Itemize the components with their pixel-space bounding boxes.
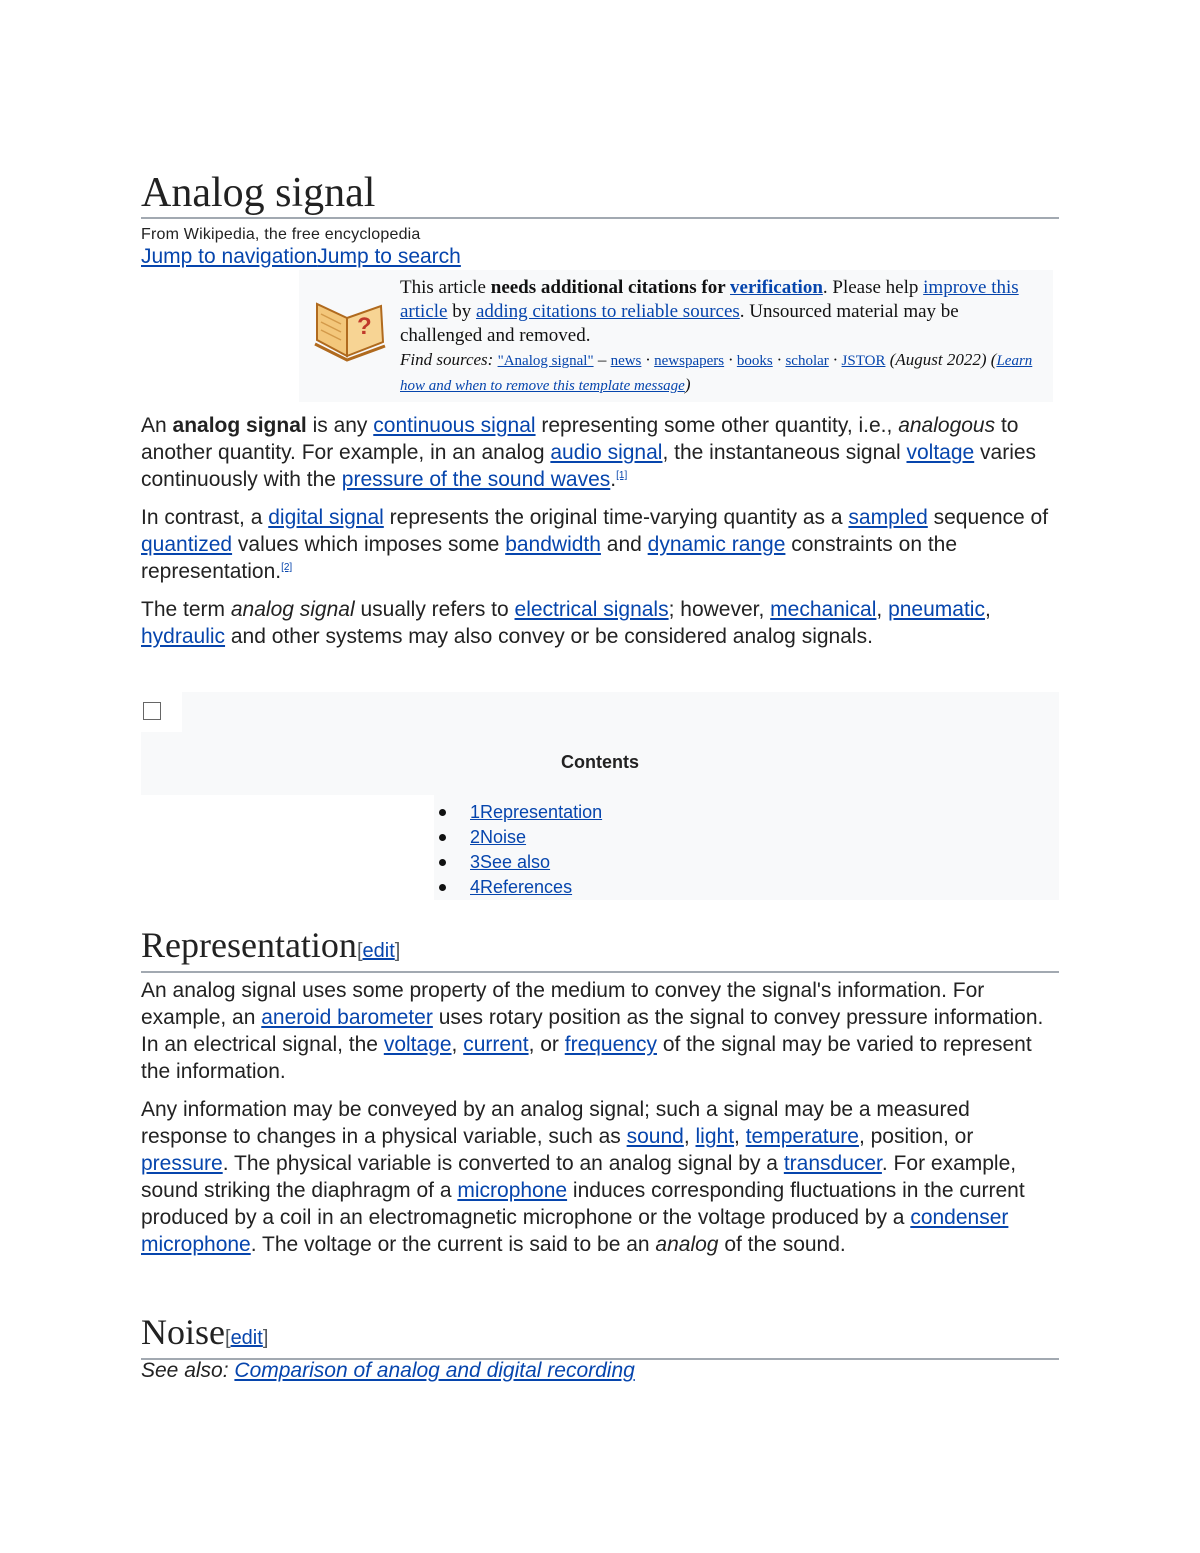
page-title: Analog signal — [141, 170, 1059, 219]
jump-to-navigation-link[interactable]: Jump to navigation — [141, 245, 318, 268]
toc-label: See also — [480, 852, 551, 872]
article — [141, 170, 1059, 1382]
intro-paragraph-1 — [141, 412, 1059, 493]
see-also-label: See also: — [141, 1359, 235, 1382]
text: Any information may be conveyed by an analog signal; such a signal may be a measured response to changes in a physical variable, such as — [141, 1098, 970, 1148]
toc-item[interactable] — [470, 850, 602, 875]
condenser-microphone-link[interactable]: condenser microphone — [141, 1206, 1009, 1256]
representation-paragraph-2 — [141, 1096, 1059, 1258]
toc-item[interactable] — [470, 825, 602, 850]
noise-heading — [141, 1312, 1059, 1360]
frequency-link[interactable]: frequency — [564, 1033, 657, 1056]
text: constraints on the representation. — [141, 533, 958, 583]
bandwidth-link[interactable]: bandwidth — [505, 533, 601, 556]
toc-list — [434, 800, 602, 900]
representation-paragraph-1 — [141, 977, 1059, 1085]
toc-number: 3 — [470, 852, 481, 872]
continuous-signal-link[interactable]: continuous signal — [373, 414, 536, 437]
italic-term: analogous — [898, 414, 996, 437]
text: usually refers to — [354, 598, 515, 621]
reference-1-link[interactable]: [1] — [616, 470, 628, 481]
pressure-link[interactable]: pressure — [141, 1152, 223, 1175]
toc-title: Contents — [561, 752, 639, 772]
microphone-link[interactable]: microphone — [457, 1179, 568, 1202]
find-sources-label: Find sources: — [400, 350, 498, 369]
text: The term — [141, 598, 231, 621]
hydraulic-link[interactable]: hydraulic — [141, 625, 226, 648]
text: of the sound. — [718, 1233, 846, 1256]
pneumatic-link[interactable]: pneumatic — [888, 598, 985, 621]
sound-link[interactable]: sound — [626, 1125, 684, 1148]
toc-number: 4 — [470, 877, 481, 897]
edit-representation-link[interactable]: edit — [362, 940, 395, 962]
text: , — [734, 1125, 746, 1148]
notice-text-3: by — [447, 301, 476, 322]
toc-number: 1 — [470, 802, 481, 822]
text: to another quantity. For example, in an analog — [141, 414, 1019, 464]
text: , — [984, 598, 991, 621]
intro-paragraph-3 — [141, 596, 1059, 650]
text: representing some other quantity, i.e., — [535, 414, 899, 437]
toc-label: Representation — [480, 802, 603, 822]
tagline: From Wikipedia, the free encyclopedia — [141, 226, 421, 243]
pressure-sound-waves-link[interactable]: pressure of the sound waves — [341, 468, 611, 491]
text: induces corresponding fluctuations in the current produced by a coil in an electromagnetic microphone or the voltage produced by a — [141, 1179, 1025, 1229]
edit-section — [225, 1327, 268, 1349]
adding-citations-link[interactable]: adding citations to reliable sources — [475, 301, 740, 322]
text: , or — [528, 1033, 565, 1056]
sampled-link[interactable]: sampled — [848, 506, 928, 529]
notice-text-2: . Please help — [822, 277, 924, 298]
toc-item[interactable] — [470, 875, 602, 900]
audio-signal-link[interactable]: audio signal — [550, 441, 663, 464]
table-of-contents — [141, 692, 1059, 900]
toc-label: Noise — [480, 827, 527, 847]
bracket: [ — [225, 1327, 231, 1349]
bracket: [ — [356, 940, 363, 962]
text: of the signal may be varied to represent the information. — [141, 1033, 1032, 1083]
separator: · — [724, 350, 737, 369]
text: , — [683, 1125, 696, 1148]
citation-notice-box — [299, 270, 1053, 402]
text: varies continuously with the — [141, 441, 1037, 491]
find-dash: – — [593, 350, 611, 369]
representation-heading — [141, 925, 1059, 973]
notice-text-1: This article — [400, 277, 491, 298]
intro-paragraph-2 — [141, 504, 1059, 585]
toc-number: 2 — [470, 827, 481, 847]
text: . The physical variable is converted to an analog signal by a — [222, 1152, 784, 1175]
text: , position, or — [858, 1125, 974, 1148]
text: values which imposes some — [232, 533, 506, 556]
text: and other systems may also convey or be considered analog signals. — [225, 625, 873, 648]
light-link[interactable]: light — [695, 1125, 735, 1148]
separator: · — [641, 350, 655, 369]
find-query-link[interactable]: "Analog signal" — [497, 353, 594, 369]
text: is any — [306, 414, 374, 437]
electrical-signals-link[interactable]: electrical signals — [514, 598, 669, 621]
separator: · — [828, 350, 842, 369]
italic-term: analog signal — [230, 598, 355, 621]
current-link[interactable]: current — [463, 1033, 529, 1056]
temperature-link[interactable]: temperature — [745, 1125, 859, 1148]
aneroid-barometer-link[interactable]: aneroid barometer — [261, 1006, 433, 1029]
toc-label: References — [480, 877, 573, 897]
section-title: Representation — [141, 925, 357, 965]
intro-section — [141, 412, 1059, 661]
italic-term: analog — [655, 1233, 719, 1256]
transducer-link[interactable]: transducer — [783, 1152, 882, 1175]
book-question-icon — [311, 298, 389, 368]
text: An — [141, 414, 173, 437]
quantized-link[interactable]: quantized — [141, 533, 233, 556]
jstor-link[interactable]: JSTOR — [841, 353, 886, 369]
text: ; however, — [668, 598, 771, 621]
news-link[interactable]: news — [610, 353, 642, 369]
text: In contrast, a — [141, 506, 269, 529]
text: , the instantaneous signal — [662, 441, 907, 464]
text: uses rotary position as the signal to convey pressure information. In an electrical signal, the — [141, 1006, 1044, 1056]
text: sequence of — [927, 506, 1049, 529]
bracket: ] — [262, 1327, 269, 1349]
see-also-hatnote — [141, 1357, 635, 1384]
text: An analog signal uses some property of the medium to convey the signal's information. For example, an — [141, 979, 985, 1029]
separator: · — [772, 350, 786, 369]
jump-links — [141, 244, 1059, 270]
jump-to-search-link[interactable]: Jump to search — [317, 245, 461, 268]
find-sources — [400, 348, 1040, 398]
books-link[interactable]: books — [736, 353, 773, 369]
bold-term: analog signal — [172, 414, 307, 437]
edit-noise-link[interactable]: edit — [230, 1327, 263, 1349]
text: represents the original time-varying quantity as a — [383, 506, 849, 529]
section-title: Noise — [141, 1312, 225, 1352]
text: , — [451, 1033, 464, 1056]
notice-close-paren: ) — [684, 375, 691, 394]
notice-text — [400, 276, 1040, 398]
text: . — [610, 468, 617, 491]
representation-section — [141, 977, 1059, 1269]
text: , — [876, 598, 889, 621]
learn-how-link[interactable]: Learn how and when to remove this template message — [400, 353, 1033, 394]
comparison-recording-link[interactable]: Comparison of analog and digital recording — [234, 1359, 635, 1382]
notice-date: (August 2022) ( — [885, 350, 997, 369]
text: . For example, sound striking the diaphragm of a — [141, 1152, 1017, 1202]
toc-top-bar — [182, 692, 1059, 732]
voltage-link[interactable]: voltage — [383, 1033, 452, 1056]
notice-text-bold: needs additional citations for — [490, 277, 731, 298]
notice-text-4: . Unsourced material may be challenged and removed. — [400, 301, 959, 346]
text: and — [600, 533, 648, 556]
voltage-link[interactable]: voltage — [906, 441, 975, 464]
toc-toggle-checkbox[interactable] — [143, 702, 161, 720]
scholar-link[interactable]: scholar — [785, 353, 829, 369]
svg-text:?: ? — [357, 313, 372, 340]
newspapers-link[interactable]: newspapers — [654, 353, 725, 369]
text: . The voltage or the current is said to be an — [250, 1233, 656, 1256]
reference-2-link[interactable]: [2] — [281, 562, 293, 573]
toc-item[interactable] — [470, 800, 602, 825]
verification-link[interactable]: verification — [730, 277, 823, 298]
digital-signal-link[interactable]: digital signal — [268, 506, 384, 529]
edit-section — [357, 940, 400, 962]
improve-article-link[interactable]: improve this article — [400, 277, 1019, 322]
mechanical-link[interactable]: mechanical — [770, 598, 877, 621]
bracket: ] — [394, 940, 401, 962]
dynamic-range-link[interactable]: dynamic range — [647, 533, 786, 556]
